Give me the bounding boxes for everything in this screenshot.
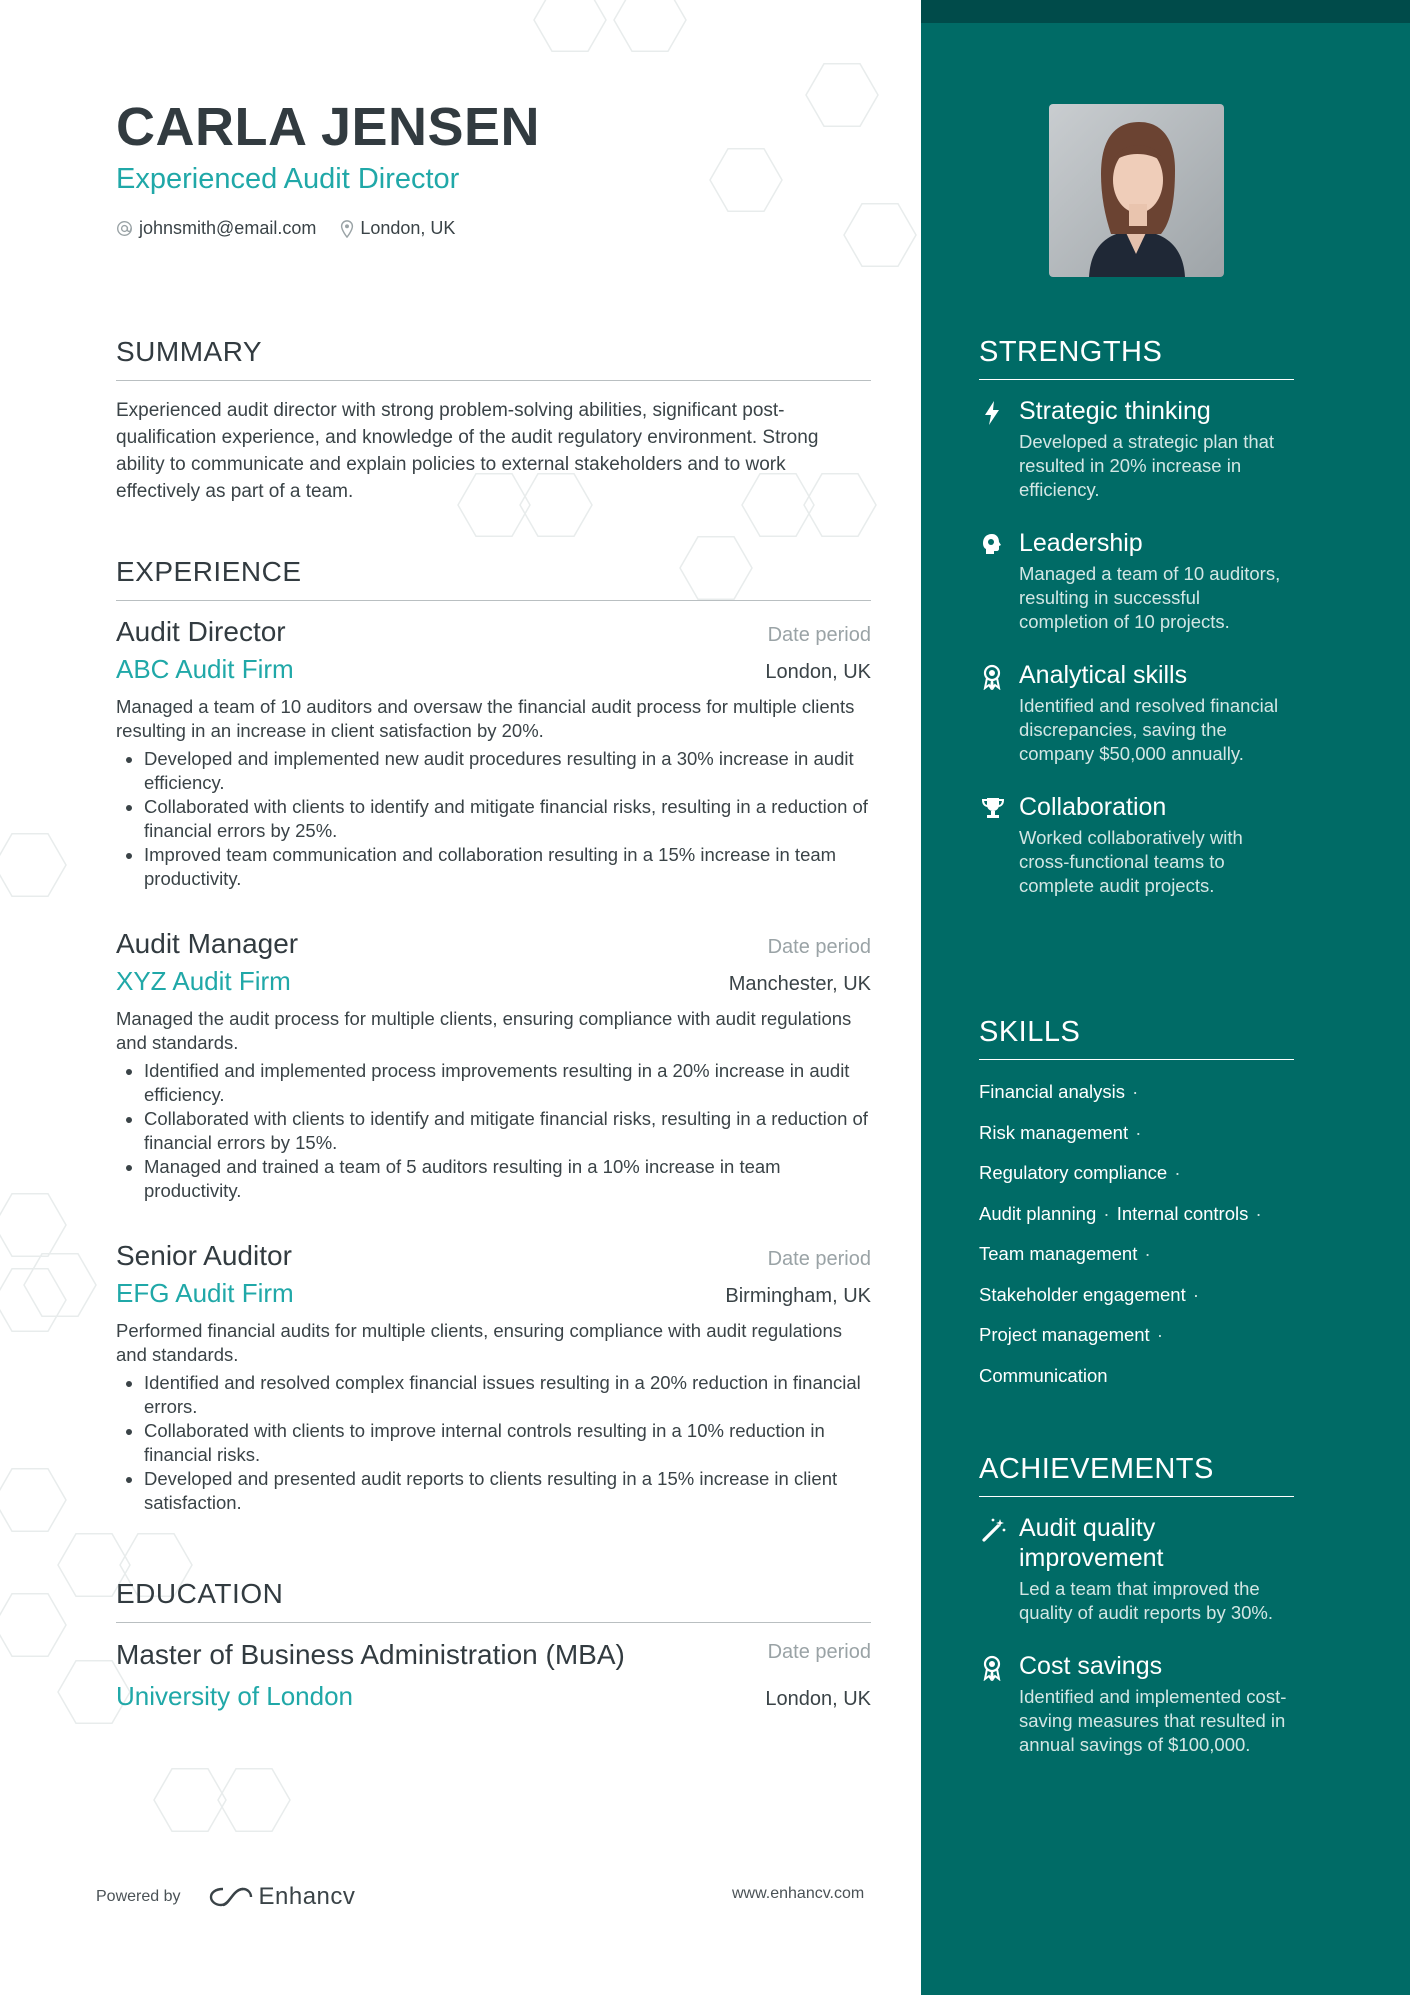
powered-by-label: Powered by	[96, 1888, 181, 1905]
company-name: XYZ Audit Firm	[116, 966, 291, 996]
education-date: Date period	[767, 1641, 871, 1663]
bullet-item: • Collaborated with clients to identify and mitigate financial risks, resulting in a reduction of financial errors by 25%.	[144, 795, 871, 843]
skill-tag: Audit planning	[979, 1202, 1097, 1224]
job-description: Performed financial audits for multiple clients, ensuring compliance with audit regulations and standards.	[116, 1320, 842, 1365]
summary-text: Experienced audit director with strong problem-solving abilities, significant post-qualification experience, and knowledge of the audit regulatory environment. Strong ability to communicate and explain policies to external stakeholders and to work effectively as part of a team.	[116, 400, 819, 502]
job-title: Audit Manager	[116, 928, 299, 959]
strength-description: Worked collaboratively with cross-functional teams to complete audit projects.	[1019, 827, 1243, 896]
bolt-icon	[981, 400, 1003, 431]
skill-tag: Risk management	[979, 1121, 1129, 1143]
strength-name: Strategic thinking	[1019, 397, 1211, 425]
bullet-item: • Collaborated with clients to identify and mitigate financial risks, resulting in a reduction of financial errors by 15%.	[144, 1107, 871, 1155]
job-location: London, UK	[765, 661, 871, 683]
company-name: ABC Audit Firm	[116, 654, 294, 684]
profile-photo	[1049, 104, 1224, 277]
skill-tag: Project management	[979, 1324, 1150, 1345]
strength-name: Collaboration	[1019, 793, 1167, 821]
job-location: Manchester, UK	[728, 973, 871, 995]
job-location: Birmingham, UK	[725, 1285, 871, 1307]
achievement-description: Led a team that improved the quality of audit reports by 30%.	[1019, 1578, 1274, 1623]
location-text: London, UK	[360, 218, 456, 238]
candidate-title: Experienced Audit Director	[116, 163, 460, 195]
bullet-item: • Developed and presented audit reports to clients resulting in a 15% increase in client satisfaction.	[144, 1467, 871, 1515]
bullet-item: • Identified and resolved complex financial issues resulting in a 20% reduction in financial errors.	[144, 1371, 871, 1419]
email-text: johnsmith@email.com	[139, 218, 317, 238]
strength-description: Managed a team of 10 auditors, resulting in successful completion of 10 projects.	[1019, 563, 1281, 632]
trophy-icon	[981, 796, 1005, 825]
achievements-section	[979, 1453, 1294, 1757]
skills-list: Financial analysis · Risk management · Regulatory compliance · Audit planning · Internal controls · Team management · Stakeholder engagement · Project management · Communication	[979, 1081, 1262, 1386]
summary-section	[116, 336, 871, 505]
candidate-name: CARLA JENSEN	[116, 97, 541, 157]
job-date: Date period	[767, 936, 871, 958]
enhancv-brand: Enhancv	[258, 1883, 356, 1910]
strength-name: Leadership	[1019, 529, 1143, 557]
magic-wand-icon	[981, 1517, 1007, 1548]
degree-title: Master of Business Administration (MBA)	[116, 1639, 625, 1670]
education-section	[116, 1578, 871, 1712]
strengths-section	[979, 336, 1294, 898]
skill-tag: Regulatory compliance	[979, 1162, 1168, 1183]
award-icon	[981, 664, 1003, 695]
achievement-description: Identified and implemented cost-saving measures that resulted in annual savings of $100,000.	[1019, 1686, 1287, 1755]
skill-tag: Financial analysis	[979, 1081, 1126, 1102]
footer-url[interactable]: www.enhancv.com	[732, 1885, 865, 1902]
job-description: Managed the audit process for multiple clients, ensuring compliance with audit regulations and standards.	[116, 1008, 852, 1053]
job-date: Date period	[767, 624, 871, 646]
strength-item	[979, 528, 1294, 634]
experience-heading: EXPERIENCE	[116, 556, 871, 601]
education-heading: EDUCATION	[116, 1578, 871, 1623]
job-entry	[116, 928, 871, 1203]
sidebar	[921, 0, 1410, 1995]
bullet-item: • Identified and implemented process improvements resulting in a 20% increase in audit efficiency.	[144, 1059, 871, 1107]
achievement-item	[979, 1513, 1294, 1625]
achievement-name: Cost savings	[1019, 1652, 1163, 1680]
powered-by	[96, 1883, 355, 1911]
skills-section	[979, 1016, 1294, 1396]
education-location: London, UK	[765, 1688, 871, 1710]
achievement-list	[116, 1371, 871, 1515]
strengths-heading: STRENGTHS	[979, 336, 1294, 380]
company-name: EFG Audit Firm	[116, 1278, 294, 1308]
bullet-item: • Managed and trained a team of 5 auditors resulting in a 10% increase in team productivity.	[144, 1155, 871, 1203]
school-name: University of London	[116, 1681, 354, 1711]
achievement-name: Audit quality improvement	[1019, 1514, 1164, 1572]
achievement-item	[979, 1651, 1294, 1757]
skill-tag: Communication	[979, 1364, 1108, 1386]
achievements-heading: ACHIEVEMENTS	[979, 1453, 1294, 1497]
at-icon	[116, 220, 133, 237]
strength-item	[979, 660, 1294, 766]
achievement-list	[116, 1059, 871, 1203]
bullet-item: • Improved team communication and collaboration resulting in a 15% increase in team productivity.	[144, 843, 871, 891]
skill-tag: Stakeholder engagement	[979, 1283, 1186, 1305]
map-pin-icon	[340, 220, 354, 238]
bullet-item: • Developed and implemented new audit procedures resulting in a 30% increase in audit efficiency.	[144, 747, 871, 795]
job-entry	[116, 1240, 871, 1515]
skill-tag: Team management	[979, 1243, 1138, 1264]
email-contact[interactable]	[116, 218, 316, 239]
enhancv-logo-icon	[207, 1883, 255, 1911]
head-icon	[981, 532, 1003, 561]
job-description: Managed a team of 10 auditors and oversaw the financial audit process for multiple clients resulting in an increase in client satisfaction by 20%.	[116, 696, 855, 741]
bullet-item: • Collaborated with clients to improve internal controls resulting in a 10% reduction in financial risks.	[144, 1419, 871, 1467]
job-entry	[116, 616, 871, 891]
skills-heading: SKILLS	[979, 1016, 1294, 1060]
job-date: Date period	[767, 1248, 871, 1270]
location-contact	[340, 218, 455, 239]
sidebar-top-bar	[921, 0, 1410, 23]
experience-section	[116, 556, 871, 601]
award-icon	[981, 1655, 1003, 1686]
job-title: Senior Auditor	[116, 1240, 292, 1271]
strength-name: Analytical skills	[1019, 661, 1188, 689]
job-title: Audit Director	[116, 616, 286, 647]
contact-info	[116, 218, 479, 239]
strength-description: Identified and resolved financial discrepancies, saving the company $50,000 annually.	[1019, 695, 1279, 764]
strength-item	[979, 792, 1294, 898]
summary-heading: SUMMARY	[116, 336, 871, 381]
skill-tag: Internal controls	[1116, 1202, 1249, 1224]
strength-description: Developed a strategic plan that resulted in 20% increase in efficiency.	[1019, 431, 1275, 500]
achievement-list	[116, 747, 871, 891]
strength-item	[979, 396, 1294, 502]
